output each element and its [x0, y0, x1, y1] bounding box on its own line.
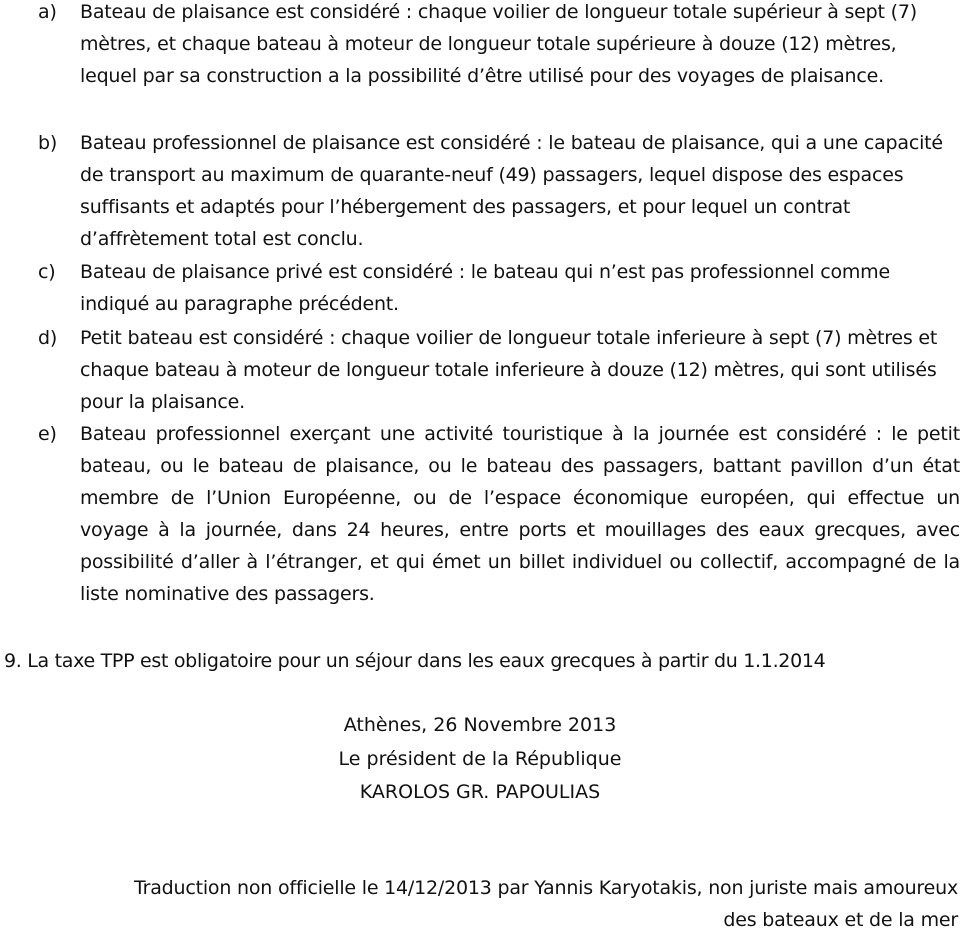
definition-marker: b): [38, 132, 58, 154]
definition-item-d: [38, 322, 950, 418]
definition-marker: d): [38, 327, 58, 349]
definition-marker: e): [38, 423, 57, 445]
signature-title: Le président de la République: [338, 748, 622, 770]
definition-text: Bateau professionnel exerçant une activité touristique à la journée est considéré : le petit bateau, ou le bateau de plaisance, ou le bateau des passagers, battant pavillon d’un état membre de l’Union Européenne, ou de l’espace économique européen, qui effectue un voyage à la journée, dans 24 heures, entre ports et mouillages des eaux grecques, avec possibilité d’aller à l’étranger, et qui émet un billet individuel ou collectif, accompagné de la liste nominative des passagers.: [80, 423, 960, 605]
signature-name: KAROLOS GR. PAPOULIAS: [359, 781, 601, 803]
definition-item-b: [38, 127, 950, 255]
definition-text: Bateau professionnel de plaisance est considéré : le bateau de plaisance, qui a une capacité de transport au maximum de quarante-neuf (49) passagers, lequel dispose des espaces suffisants et adaptés pour l’hébergement des passagers, et pour lequel un contrat d’affrètement total est conclu.: [80, 132, 943, 250]
definition-item-e: [38, 418, 960, 610]
definition-marker: c): [38, 261, 56, 283]
definition-item-c: [38, 256, 950, 320]
definition-text: Petit bateau est considéré : chaque voilier de longueur totale inferieure à sept (7) mètres et chaque bateau à moteur de longueur totale inferieure à douze (12) mètres, qui sont utilisés pour la plaisance.: [80, 327, 938, 413]
definition-text: Bateau de plaisance est considéré : chaque voilier de longueur totale supérieur à sept (7) mètres, et chaque bateau à moteur de longueur totale supérieure à douze (12) mètres, lequel par sa construction a la possibilité d’être utilisé pour des voyages de plaisance.: [80, 1, 917, 87]
definition-marker: a): [38, 1, 57, 23]
definition-text: Bateau de plaisance privé est considéré : le bateau qui n’est pas professionnel comme indiqué au paragraphe précédent.: [80, 261, 890, 315]
definition-item-a: [38, 0, 950, 92]
translation-note: Traduction non officielle le 14/12/2013 par Yannis Karyotakis, non juriste mais amoureux des bateaux et de la mer: [133, 877, 958, 931]
signature-place-date: Athènes, 26 Novembre 2013: [343, 714, 617, 736]
article-9: 9. La taxe TPP est obligatoire pour un séjour dans les eaux grecques à partir du 1.1.2014: [4, 650, 826, 672]
